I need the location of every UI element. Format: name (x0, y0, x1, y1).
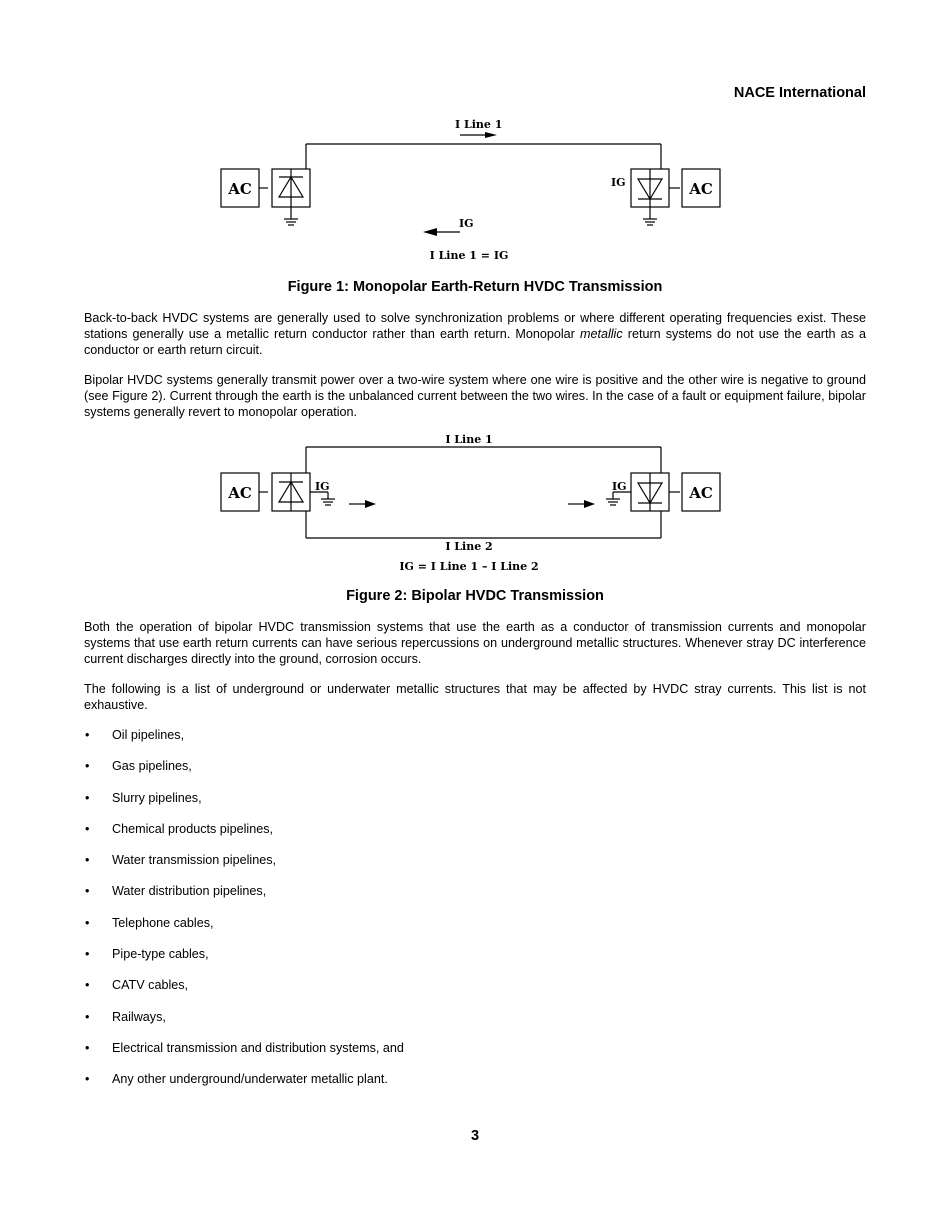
page-number: 3 (470, 1128, 480, 1144)
figure-1-diagram (0, 115, 950, 265)
label-ig-left-fig2: IG (315, 480, 330, 493)
list-item: • Electrical transmission and distribution systems, and (84, 1040, 866, 1071)
list-item: • Water distribution pipelines, (84, 883, 866, 914)
list-item: • Telephone cables, (84, 915, 866, 946)
figure-2-caption: Figure 2: Bipolar HVDC Transmission (346, 588, 604, 604)
list-item: • CATV cables, (84, 977, 866, 1008)
label-ig-right: IG (611, 176, 626, 189)
list-item: • Gas pipelines, (84, 758, 866, 789)
list-item: • Chemical products pipelines, (84, 821, 866, 852)
label-ig-right-fig2: IG (612, 480, 627, 493)
label-ig-bottom: IG (459, 217, 474, 230)
paragraph-repercussions: Both the operation of bipolar HVDC transmission systems that use the earth as a conductor of transmission currents and monopolar systems that use earth return currents can have serious repercussions on underground metallic structures. Whenever stray DC interference current discharges directly into the ground, corrosion occurs. (84, 620, 866, 666)
list-item: • Any other underground/underwater metallic plant. (84, 1071, 866, 1102)
ig-arrow-left (365, 500, 376, 508)
label-i-line-1: I Line 1 (455, 118, 503, 131)
list-item: • Water transmission pipelines, (84, 852, 866, 883)
list-item: • Slurry pipelines, (84, 790, 866, 821)
current-arrow-left (423, 228, 437, 236)
affected-structures-list (84, 727, 866, 1103)
figure-2-diagram (0, 430, 950, 576)
paragraph-bipolar: Bipolar HVDC systems generally transmit power over a two-wire system where one wire is positive and the other wire is negative to ground (see Figure 2). Current through the earth is the unbalanced current between the two wires. In the case of a fault or equipment failure, bipolar systems generally revert to monopolar operation. (84, 373, 866, 419)
paragraph-list-intro: The following is a list of underground or underwater metallic structures that may be affected by HVDC stray currents. This list is not exhaustive. (84, 682, 866, 712)
label-i-line-2-fig2: I Line 2 (445, 540, 493, 553)
ac-label-left: AC (228, 180, 252, 198)
ac-label-right-2: AC (689, 484, 713, 502)
current-arrow-right (485, 132, 497, 138)
list-item: • Oil pipelines, (84, 727, 866, 758)
list-item: • Railways, (84, 1009, 866, 1040)
ac-label-right: AC (689, 180, 713, 198)
equation-figure-2: IG = I Line 1 – I Line 2 (399, 560, 539, 573)
ac-label-left-2: AC (228, 484, 252, 502)
equation-figure-1: I Line 1 = IG (429, 249, 509, 262)
figure-1-caption: Figure 1: Monopolar Earth-Return HVDC Transmission (287, 279, 663, 295)
label-i-line-1-fig2: I Line 1 (445, 433, 493, 446)
ig-arrow-right (584, 500, 595, 508)
page-header-org: NACE International (733, 85, 866, 101)
paragraph-back-to-back: Back-to-back HVDC systems are generally used to solve synchronization problems or where different operating frequencies exist. These stations generally use a metallic return conductor rather than earth return. Monopolar metallic return systems do not use the earth as a conductor or earth return circuit. (84, 311, 866, 357)
list-item: • Pipe-type cables, (84, 946, 866, 977)
